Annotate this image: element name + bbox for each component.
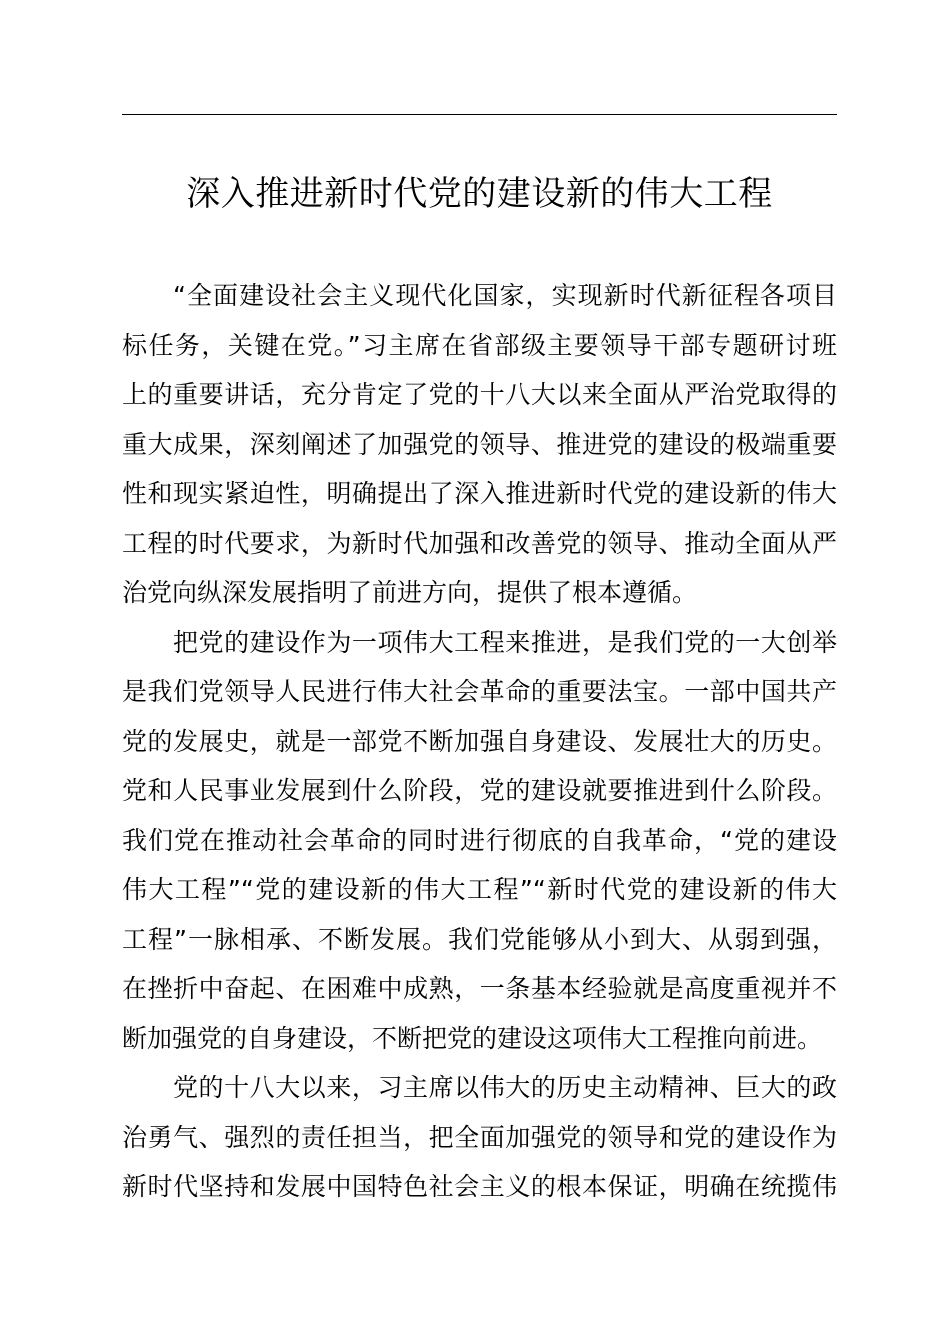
paragraph-line: 重大成果，深刻阐述了加强党的领导、推进党的建设的极端重要: [122, 429, 837, 459]
document-title: 深入推进新时代党的建设新的伟大工程: [186, 174, 773, 214]
paragraph-line: 党的发展史，就是一部党不断加强自身建设、发展壮大的历史。: [122, 726, 837, 756]
paragraph-line: 伟大工程”“党的建设新的伟大工程”“新时代党的建设新的伟大: [122, 875, 837, 904]
paragraph-line: 党和人民事业发展到什么阶段，党的建设就要推进到什么阶段。: [122, 776, 837, 805]
paragraph-line: 党的十八大以来，习主席以伟大的历史主动精神、巨大的政: [173, 1073, 837, 1102]
paragraph-line: 把党的建设作为一项伟大工程来推进，是我们党的一大创举: [173, 627, 837, 657]
header-rule: [122, 114, 837, 115]
paragraph-line: “全面建设社会主义现代化国家，实现新时代新征程各项目: [173, 281, 837, 310]
paragraph-line: 治党向纵深发展指明了前进方向，提供了根本遵循。: [122, 578, 698, 607]
paragraph-3: [122, 1063, 837, 1212]
paragraph-line: 工程的时代要求，为新时代加强和改善党的领导、推动全面从严: [122, 528, 837, 558]
document-body: [122, 271, 837, 1212]
paragraph-2: [122, 618, 837, 1064]
paragraph-line: 治勇气、强烈的责任担当，把全面加强党的领导和党的建设作为: [122, 1122, 837, 1152]
paragraph-line: 在挫折中奋起、在困难中成熟，一条基本经验就是高度重视并不: [122, 974, 837, 1003]
paragraph-line: 断加强党的自身建设，不断把党的建设这项伟大工程推向前进。: [122, 1023, 823, 1053]
paragraph-line: 我们党在推动社会革命的同时进行彻底的自我革命，“党的建设: [122, 825, 837, 855]
paragraph-line: 工程”一脉相承、不断发展。我们党能够从小到大、从弱到强，: [122, 924, 837, 954]
paragraph-line: 新时代坚持和发展中国特色社会主义的根本保证，明确在统揽伟: [122, 1172, 837, 1201]
paragraph-line: 性和现实紧迫性，明确提出了深入推进新时代党的建设新的伟大: [122, 479, 837, 508]
paragraph-line: 标任务，关键在党。”习主席在省部级主要领导干部专题研讨班: [122, 330, 837, 360]
paragraph-1: [122, 271, 837, 618]
paragraph-line: 上的重要讲话，充分肯定了党的十八大以来全面从严治党取得的: [122, 380, 837, 409]
paragraph-line: 是我们党领导人民进行伟大社会革命的重要法宝。一部中国共产: [122, 677, 837, 706]
